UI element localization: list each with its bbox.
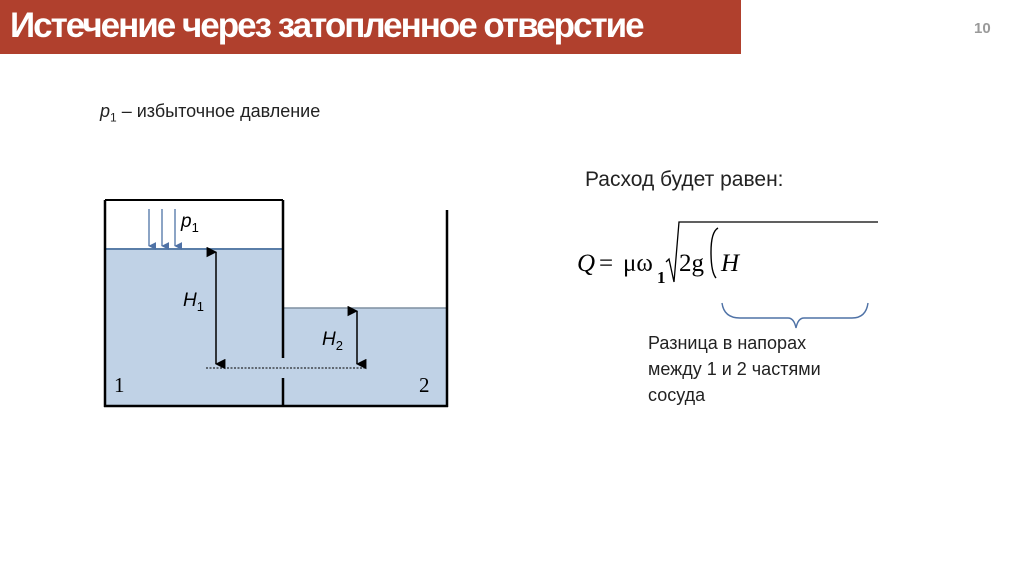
- formula-mu-omega: μω: [623, 250, 653, 277]
- bracket-brace: [722, 303, 868, 328]
- page-number: 10: [974, 20, 991, 37]
- caption-line: между 1 и 2 частями: [648, 359, 821, 379]
- pressure-note-subscript: 1: [110, 110, 117, 125]
- h2-label: $H_2$: [322, 329, 343, 353]
- formula-2g: 2g: [679, 250, 704, 277]
- formula-small-one: 1: [657, 268, 666, 287]
- pressure-label-sub: 1: [191, 220, 199, 235]
- h1-label: $H_1$: [183, 290, 204, 314]
- formula-equals: =: [599, 250, 614, 277]
- head-difference-caption: [648, 330, 868, 408]
- h1-label-sub: 1: [196, 299, 204, 314]
- formula-h: H: [721, 250, 740, 277]
- flow-caption: Расход будет равен:: [585, 168, 784, 191]
- pressure-note-text: – избыточное давление: [116, 101, 321, 121]
- pressure-label: $p_1$: [181, 211, 199, 235]
- slide-title: Истечение через затопленное отверстие: [10, 6, 643, 45]
- pressure-note-symbol: p: [100, 101, 111, 121]
- caption-line: Разница в напорах: [648, 333, 807, 353]
- paren-open: [711, 228, 718, 278]
- h2-label-sub: 2: [335, 338, 343, 353]
- section-1-label: 1: [114, 373, 125, 397]
- section-2-label: 2: [419, 373, 430, 397]
- caption-line: сосуда: [648, 385, 706, 405]
- formula-lhs: Q: [577, 250, 596, 277]
